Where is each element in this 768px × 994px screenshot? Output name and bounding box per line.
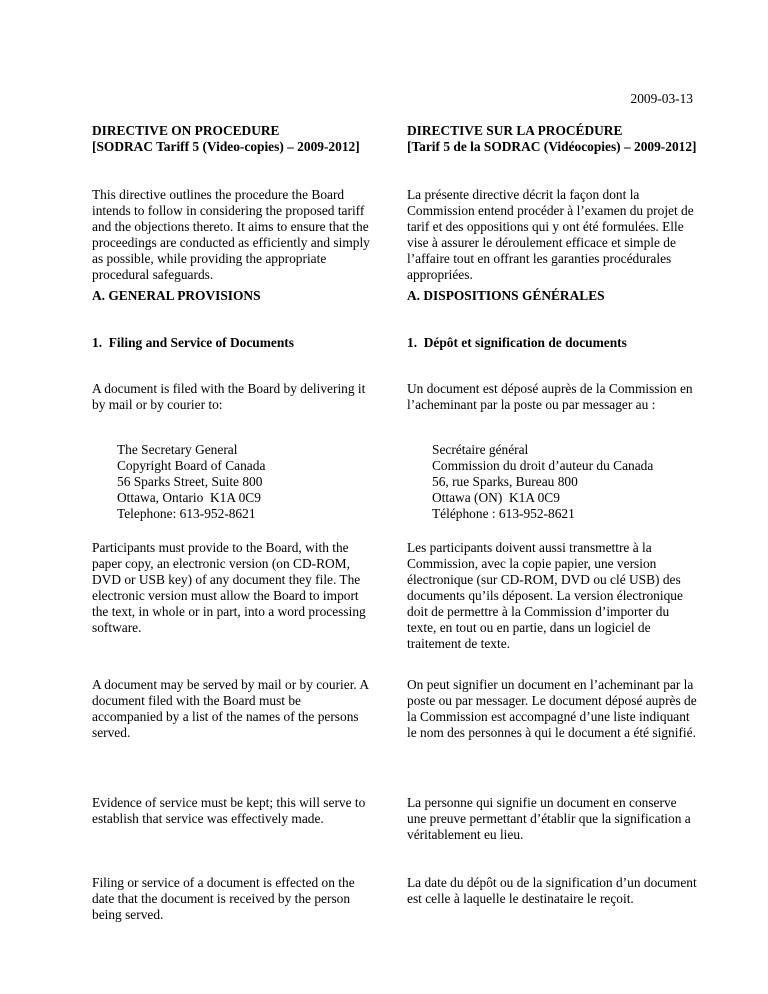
english-title-line2: [SODRAC Tariff 5 (Video-copies) – 2009-2012]	[92, 139, 360, 154]
english-address-line: Copyright Board of Canada	[117, 458, 266, 473]
french-effective-date-paragraph: La date du dépôt ou de la signification d’un document est celle à laquelle le destinataire le reçoit.	[407, 875, 697, 906]
english-title	[92, 123, 374, 155]
english-evidence-paragraph: Evidence of service must be kept; this will serve to establish that service was effectively made.	[92, 795, 366, 826]
french-service-paragraph: On peut signifier un document en l’acheminant par la poste ou par messager. Le document déposé auprès de la Commission est accompagné d’une liste indiquant le nom des personnes à qui le document a été signifié.	[407, 677, 697, 740]
english-section-a-heading: A. GENERAL PROVISIONS	[92, 288, 261, 303]
french-address-line: Commission du droit d’auteur du Canada	[432, 458, 654, 473]
french-title-line2: [Tarif 5 de la SODRAC (Vidéocopies) – 2009-2012]	[407, 139, 697, 154]
english-intro-paragraph: This directive outlines the procedure the Board intends to follow in considering the proposed tariff and the objections thereto. It aims to ensure that the proceedings are conducted as efficiently and simply as possible, while providing the appropriate procedural safeguards.	[92, 187, 370, 282]
french-title	[407, 123, 699, 155]
english-address-line: The Secretary General	[117, 442, 238, 457]
french-address-block	[407, 442, 699, 522]
french-title-line1: DIRECTIVE SUR LA PROCÉDURE	[407, 123, 623, 138]
french-section-a-heading: A. DISPOSITIONS GÉNÉRALES	[407, 288, 605, 303]
french-subsection-1-heading: 1. Dépôt et signification de documents	[407, 335, 627, 350]
english-service-paragraph: A document may be served by mail or by courier. A document filed with the Board must be accompanied by a list of the names of the persons served.	[92, 677, 369, 740]
french-intro-paragraph: La présente directive décrit la façon dont la Commission entend procéder à l’examen du projet de tarif et des oppositions qui y ont été formulées. Elle vise à assurer le déroulement efficace et simple de l’affaire tout en offrant les garanties procédurales appropriées.	[407, 187, 694, 282]
english-subsection-1-heading: 1. Filing and Service of Documents	[92, 335, 294, 350]
french-address-line: 56, rue Sparks, Bureau 800	[432, 474, 578, 489]
document-date: 2009-03-13	[630, 91, 693, 106]
french-address-line: Secrétaire général	[432, 442, 529, 457]
english-address-line: Ottawa, Ontario K1A 0C9	[117, 490, 261, 505]
english-filing-paragraph: A document is filed with the Board by delivering it by mail or by courier to:	[92, 381, 366, 412]
english-address-block	[92, 442, 374, 522]
english-electronic-paragraph: Participants must provide to the Board, with the paper copy, an electronic version (on CD-ROM, DVD or USB key) of any document they file. The electronic version must allow the Board to import the text, in whole or in part, into a word processing software.	[92, 540, 366, 635]
french-filing-paragraph: Un document est déposé auprès de la Commission en l’acheminant par la poste ou par messager au :	[407, 381, 693, 412]
english-title-line1: DIRECTIVE ON PROCEDURE	[92, 123, 280, 138]
french-address-line: Ottawa (ON) K1A 0C9	[432, 490, 560, 505]
french-address-line: Téléphone : 613-952-8621	[432, 506, 575, 521]
english-address-line: 56 Sparks Street, Suite 800	[117, 474, 263, 489]
french-electronic-paragraph: Les participants doivent aussi transmettre à la Commission, avec la copie papier, une version électronique (sur CD-ROM, DVD ou clé USB) des documents qu’ils déposent. La version électronique doit de permettre à la Commission d’importer du texte, en tout ou en partie, dans un logiciel de traitement de texte.	[407, 540, 683, 651]
english-address-line: Telephone: 613-952-8621	[117, 506, 256, 521]
english-effective-date-paragraph: Filing or service of a document is effected on the date that the document is received by the person being served.	[92, 875, 355, 922]
french-evidence-paragraph: La personne qui signifie un document en conserve une preuve permettant d’établir que la signification a véritablement eu lieu.	[407, 795, 691, 842]
